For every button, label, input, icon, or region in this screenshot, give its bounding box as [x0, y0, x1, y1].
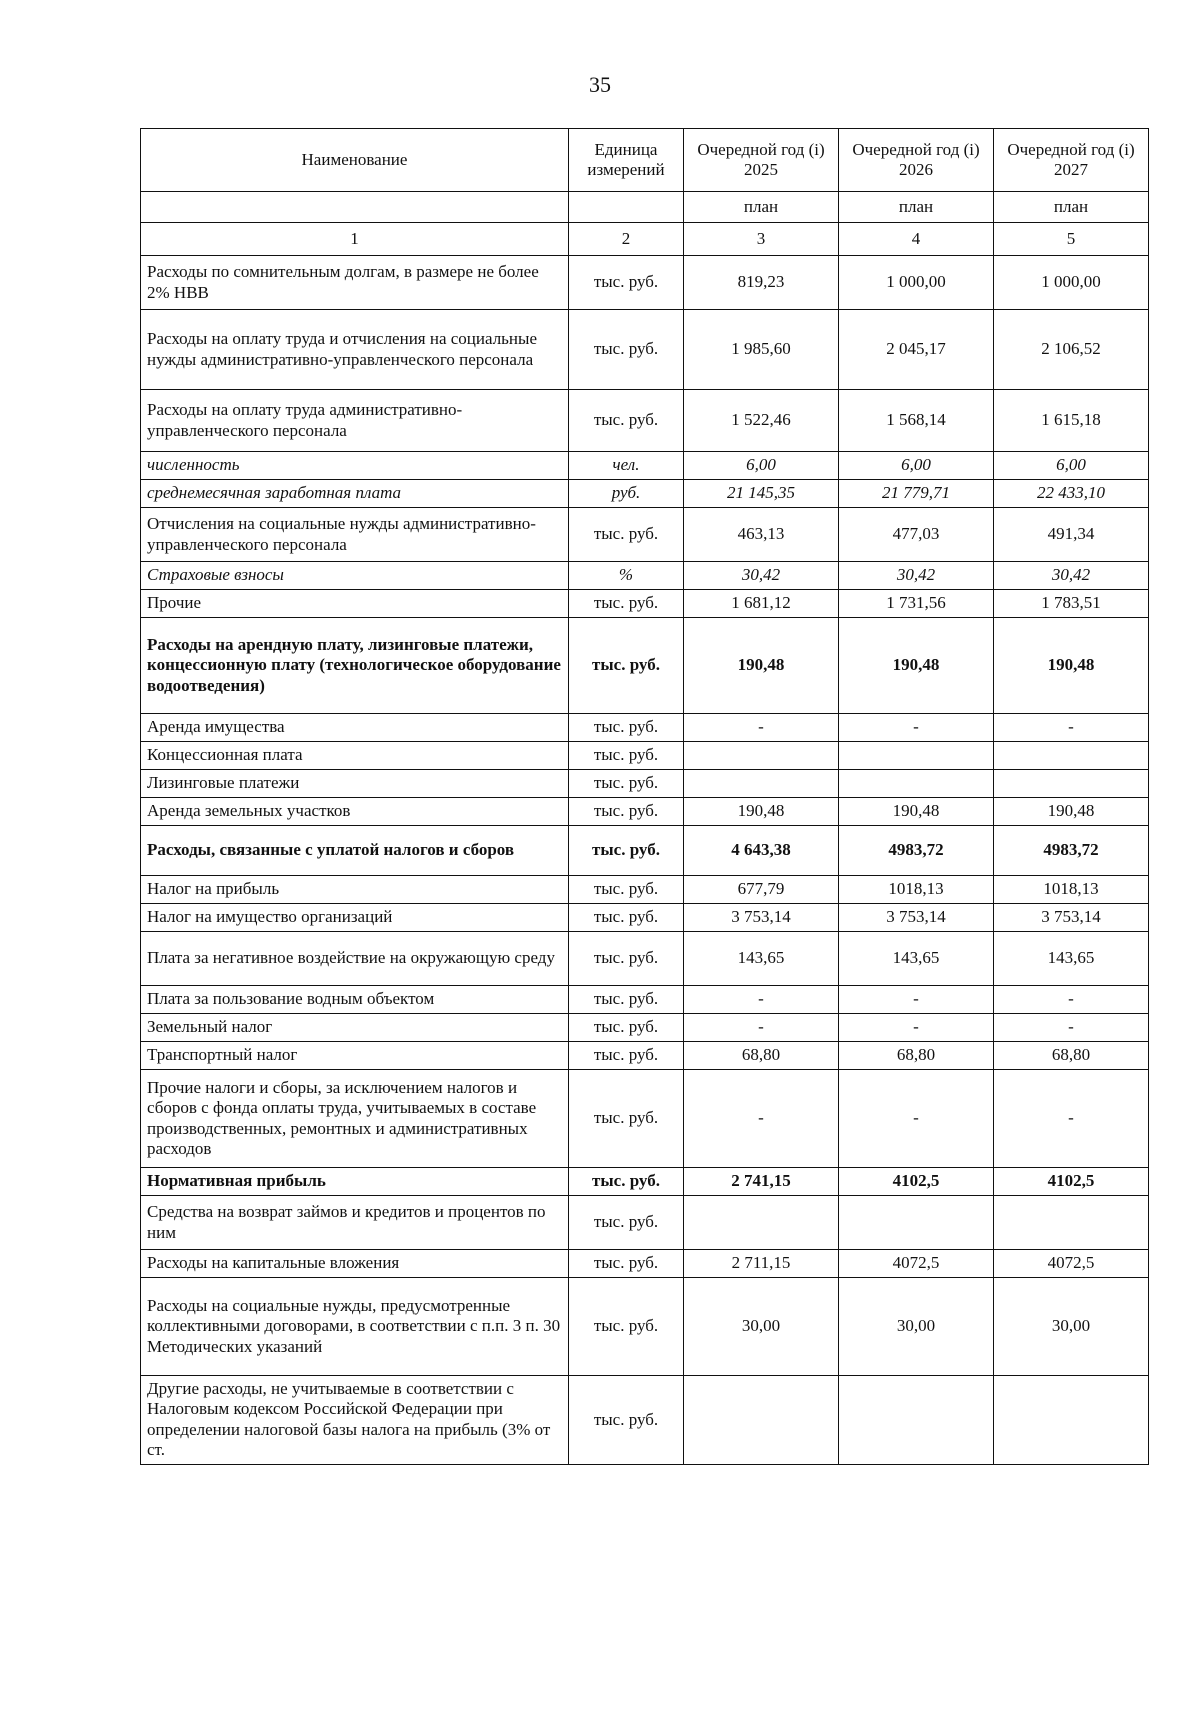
row-value-2027: 190,48	[994, 798, 1149, 826]
row-value-2027: -	[994, 1070, 1149, 1168]
table-row	[141, 310, 1149, 390]
row-name-cell: Прочие налоги и сборы, за исключением налогов и сборов с фонда оплаты труда, учитываемых в составе производственных, ремонтных и административных расходов	[141, 1070, 569, 1168]
header-year-2027: Очередной год (i) 2027	[994, 129, 1149, 192]
row-name-cell: Расходы на арендную плату, лизинговые платежи, концессионную плату (технологическое оборудование водоотведения)	[141, 618, 569, 714]
row-value-2026: -	[839, 1070, 994, 1168]
row-unit-cell: тыс. руб.	[569, 508, 684, 562]
row-unit-cell: тыс. руб.	[569, 1014, 684, 1042]
row-value-2026	[839, 1196, 994, 1250]
table-row	[141, 480, 1149, 508]
header-name: Наименование	[141, 129, 569, 192]
row-unit-cell: тыс. руб.	[569, 310, 684, 390]
column-number: 2	[569, 223, 684, 256]
row-value-2026: 21 779,71	[839, 480, 994, 508]
row-value-2027: 4072,5	[994, 1250, 1149, 1278]
row-value-2025: 190,48	[684, 798, 839, 826]
table-row	[141, 1196, 1149, 1250]
row-value-2026: 190,48	[839, 798, 994, 826]
table-row	[141, 1278, 1149, 1376]
row-name-cell: Отчисления на социальные нужды административно-управленческого персонала	[141, 508, 569, 562]
row-value-2025: 1 681,12	[684, 590, 839, 618]
row-value-2027	[994, 770, 1149, 798]
row-name-cell: Расходы на оплату труда и отчисления на социальные нужды административно-управленческого персонала	[141, 310, 569, 390]
table-row	[141, 1014, 1149, 1042]
row-unit-cell: тыс. руб.	[569, 618, 684, 714]
column-number: 1	[141, 223, 569, 256]
row-unit-cell: тыс. руб.	[569, 826, 684, 876]
row-name-cell: Расходы на капитальные вложения	[141, 1250, 569, 1278]
table-row	[141, 742, 1149, 770]
table-row	[141, 390, 1149, 452]
row-value-2025: 3 753,14	[684, 904, 839, 932]
table-row	[141, 714, 1149, 742]
table-row	[141, 508, 1149, 562]
row-unit-cell: тыс. руб.	[569, 1070, 684, 1168]
table-row	[141, 876, 1149, 904]
row-unit-cell: тыс. руб.	[569, 1278, 684, 1376]
row-value-2027: 22 433,10	[994, 480, 1149, 508]
row-unit-cell: тыс. руб.	[569, 1196, 684, 1250]
row-name-cell: Средства на возврат займов и кредитов и процентов по ним	[141, 1196, 569, 1250]
row-value-2027	[994, 742, 1149, 770]
row-value-2027: -	[994, 986, 1149, 1014]
plan-cell-empty	[141, 192, 569, 223]
column-number: 5	[994, 223, 1149, 256]
row-value-2027: 1 783,51	[994, 590, 1149, 618]
row-value-2025: 463,13	[684, 508, 839, 562]
row-name-cell: Плата за пользование водным объектом	[141, 986, 569, 1014]
row-unit-cell: тыс. руб.	[569, 1042, 684, 1070]
row-value-2027: 190,48	[994, 618, 1149, 714]
table-row	[141, 562, 1149, 590]
row-value-2026: 2 045,17	[839, 310, 994, 390]
row-name-cell: Расходы на социальные нужды, предусмотренные коллективными договорами, в соответствии с п.п. 3 п. 30 Методических указаний	[141, 1278, 569, 1376]
row-value-2027: 4983,72	[994, 826, 1149, 876]
row-value-2025: 6,00	[684, 452, 839, 480]
row-value-2026: 143,65	[839, 932, 994, 986]
row-value-2026: 68,80	[839, 1042, 994, 1070]
row-value-2026: 477,03	[839, 508, 994, 562]
table-row	[141, 618, 1149, 714]
row-unit-cell: тыс. руб.	[569, 590, 684, 618]
row-value-2025: -	[684, 1070, 839, 1168]
row-unit-cell: чел.	[569, 452, 684, 480]
table-row	[141, 590, 1149, 618]
row-value-2025	[684, 1376, 839, 1465]
row-name-cell: Другие расходы, не учитываемые в соответствии с Налоговым кодексом Российской Федерации при определении налоговой базы налога на прибыль (3% от ст.	[141, 1376, 569, 1465]
column-number-row	[141, 223, 1149, 256]
table-row	[141, 770, 1149, 798]
table-row	[141, 986, 1149, 1014]
row-value-2026: -	[839, 986, 994, 1014]
row-value-2026	[839, 1376, 994, 1465]
row-value-2027: 2 106,52	[994, 310, 1149, 390]
row-value-2026: 4983,72	[839, 826, 994, 876]
row-value-2027: 491,34	[994, 508, 1149, 562]
row-unit-cell: тыс. руб.	[569, 770, 684, 798]
row-name-cell: Аренда имущества	[141, 714, 569, 742]
row-value-2026: 1018,13	[839, 876, 994, 904]
table-row	[141, 1070, 1149, 1168]
plan-label: план	[994, 192, 1149, 223]
row-value-2027: 68,80	[994, 1042, 1149, 1070]
row-value-2027: 1 615,18	[994, 390, 1149, 452]
row-value-2025: 68,80	[684, 1042, 839, 1070]
row-unit-cell: руб.	[569, 480, 684, 508]
row-value-2025: 2 741,15	[684, 1168, 839, 1196]
row-value-2027	[994, 1376, 1149, 1465]
plan-row	[141, 192, 1149, 223]
row-value-2027: -	[994, 714, 1149, 742]
row-value-2026: -	[839, 1014, 994, 1042]
row-value-2027: 4102,5	[994, 1168, 1149, 1196]
row-value-2026: 1 568,14	[839, 390, 994, 452]
row-value-2025: 677,79	[684, 876, 839, 904]
row-unit-cell: тыс. руб.	[569, 714, 684, 742]
header-year-2026: Очередной год (i) 2026	[839, 129, 994, 192]
row-value-2025: 4 643,38	[684, 826, 839, 876]
row-value-2027: 3 753,14	[994, 904, 1149, 932]
table-row	[141, 1168, 1149, 1196]
row-value-2026: 4072,5	[839, 1250, 994, 1278]
table-row	[141, 256, 1149, 310]
table-body	[141, 256, 1149, 1465]
row-value-2026	[839, 742, 994, 770]
row-value-2025: 30,42	[684, 562, 839, 590]
row-name-cell: Налог на прибыль	[141, 876, 569, 904]
row-name-cell: Расходы, связанные с уплатой налогов и сборов	[141, 826, 569, 876]
table-row	[141, 932, 1149, 986]
row-value-2025	[684, 770, 839, 798]
table-header-row	[141, 129, 1149, 192]
row-name-cell: Транспортный налог	[141, 1042, 569, 1070]
plan-cell-empty	[569, 192, 684, 223]
row-unit-cell: %	[569, 562, 684, 590]
row-name-cell: Лизинговые платежи	[141, 770, 569, 798]
row-value-2025	[684, 742, 839, 770]
row-value-2026: 1 731,56	[839, 590, 994, 618]
row-unit-cell: тыс. руб.	[569, 932, 684, 986]
row-name-cell: Прочие	[141, 590, 569, 618]
row-name-cell: Концессионная плата	[141, 742, 569, 770]
row-value-2027: -	[994, 1014, 1149, 1042]
row-name-cell: Расходы на оплату труда административно-управленческого персонала	[141, 390, 569, 452]
row-value-2026: 6,00	[839, 452, 994, 480]
row-unit-cell: тыс. руб.	[569, 876, 684, 904]
row-value-2025: 1 985,60	[684, 310, 839, 390]
row-value-2027: 6,00	[994, 452, 1149, 480]
row-name-cell: Страховые взносы	[141, 562, 569, 590]
plan-label: план	[684, 192, 839, 223]
row-value-2025: 190,48	[684, 618, 839, 714]
row-unit-cell: тыс. руб.	[569, 742, 684, 770]
budget-table	[140, 128, 1149, 1465]
row-name-cell: численность	[141, 452, 569, 480]
row-value-2025: 819,23	[684, 256, 839, 310]
row-value-2027: 30,00	[994, 1278, 1149, 1376]
table-row	[141, 798, 1149, 826]
row-value-2025: -	[684, 1014, 839, 1042]
row-value-2026: -	[839, 714, 994, 742]
row-name-cell: Аренда земельных участков	[141, 798, 569, 826]
row-value-2026	[839, 770, 994, 798]
row-value-2025: 30,00	[684, 1278, 839, 1376]
row-name-cell: среднемесячная заработная плата	[141, 480, 569, 508]
row-value-2027: 1 000,00	[994, 256, 1149, 310]
row-value-2026: 190,48	[839, 618, 994, 714]
row-name-cell: Плата за негативное воздействие на окружающую среду	[141, 932, 569, 986]
column-number: 3	[684, 223, 839, 256]
row-value-2025: -	[684, 714, 839, 742]
row-value-2027: 30,42	[994, 562, 1149, 590]
row-value-2025: 21 145,35	[684, 480, 839, 508]
row-value-2026: 30,42	[839, 562, 994, 590]
row-value-2025: 1 522,46	[684, 390, 839, 452]
table-row	[141, 1250, 1149, 1278]
row-unit-cell: тыс. руб.	[569, 256, 684, 310]
column-number: 4	[839, 223, 994, 256]
row-name-cell: Налог на имущество организаций	[141, 904, 569, 932]
row-value-2027	[994, 1196, 1149, 1250]
row-name-cell: Нормативная прибыль	[141, 1168, 569, 1196]
row-value-2025: 143,65	[684, 932, 839, 986]
row-value-2026: 4102,5	[839, 1168, 994, 1196]
row-unit-cell: тыс. руб.	[569, 1250, 684, 1278]
row-value-2025	[684, 1196, 839, 1250]
table-row	[141, 826, 1149, 876]
table-row	[141, 452, 1149, 480]
row-unit-cell: тыс. руб.	[569, 1376, 684, 1465]
row-value-2027: 143,65	[994, 932, 1149, 986]
table-row	[141, 1376, 1149, 1465]
table-row	[141, 904, 1149, 932]
row-value-2026: 1 000,00	[839, 256, 994, 310]
row-unit-cell: тыс. руб.	[569, 986, 684, 1014]
header-year-2025: Очередной год (i) 2025	[684, 129, 839, 192]
table-row	[141, 1042, 1149, 1070]
row-unit-cell: тыс. руб.	[569, 1168, 684, 1196]
row-unit-cell: тыс. руб.	[569, 798, 684, 826]
row-unit-cell: тыс. руб.	[569, 390, 684, 452]
row-value-2027: 1018,13	[994, 876, 1149, 904]
row-unit-cell: тыс. руб.	[569, 904, 684, 932]
header-unit: Единица измерений	[569, 129, 684, 192]
row-value-2025: 2 711,15	[684, 1250, 839, 1278]
page-number: 35	[589, 72, 611, 97]
row-name-cell: Земельный налог	[141, 1014, 569, 1042]
row-value-2026: 30,00	[839, 1278, 994, 1376]
plan-label: план	[839, 192, 994, 223]
row-value-2025: -	[684, 986, 839, 1014]
row-name-cell: Расходы по сомнительным долгам, в размере не более 2% НВВ	[141, 256, 569, 310]
row-value-2026: 3 753,14	[839, 904, 994, 932]
